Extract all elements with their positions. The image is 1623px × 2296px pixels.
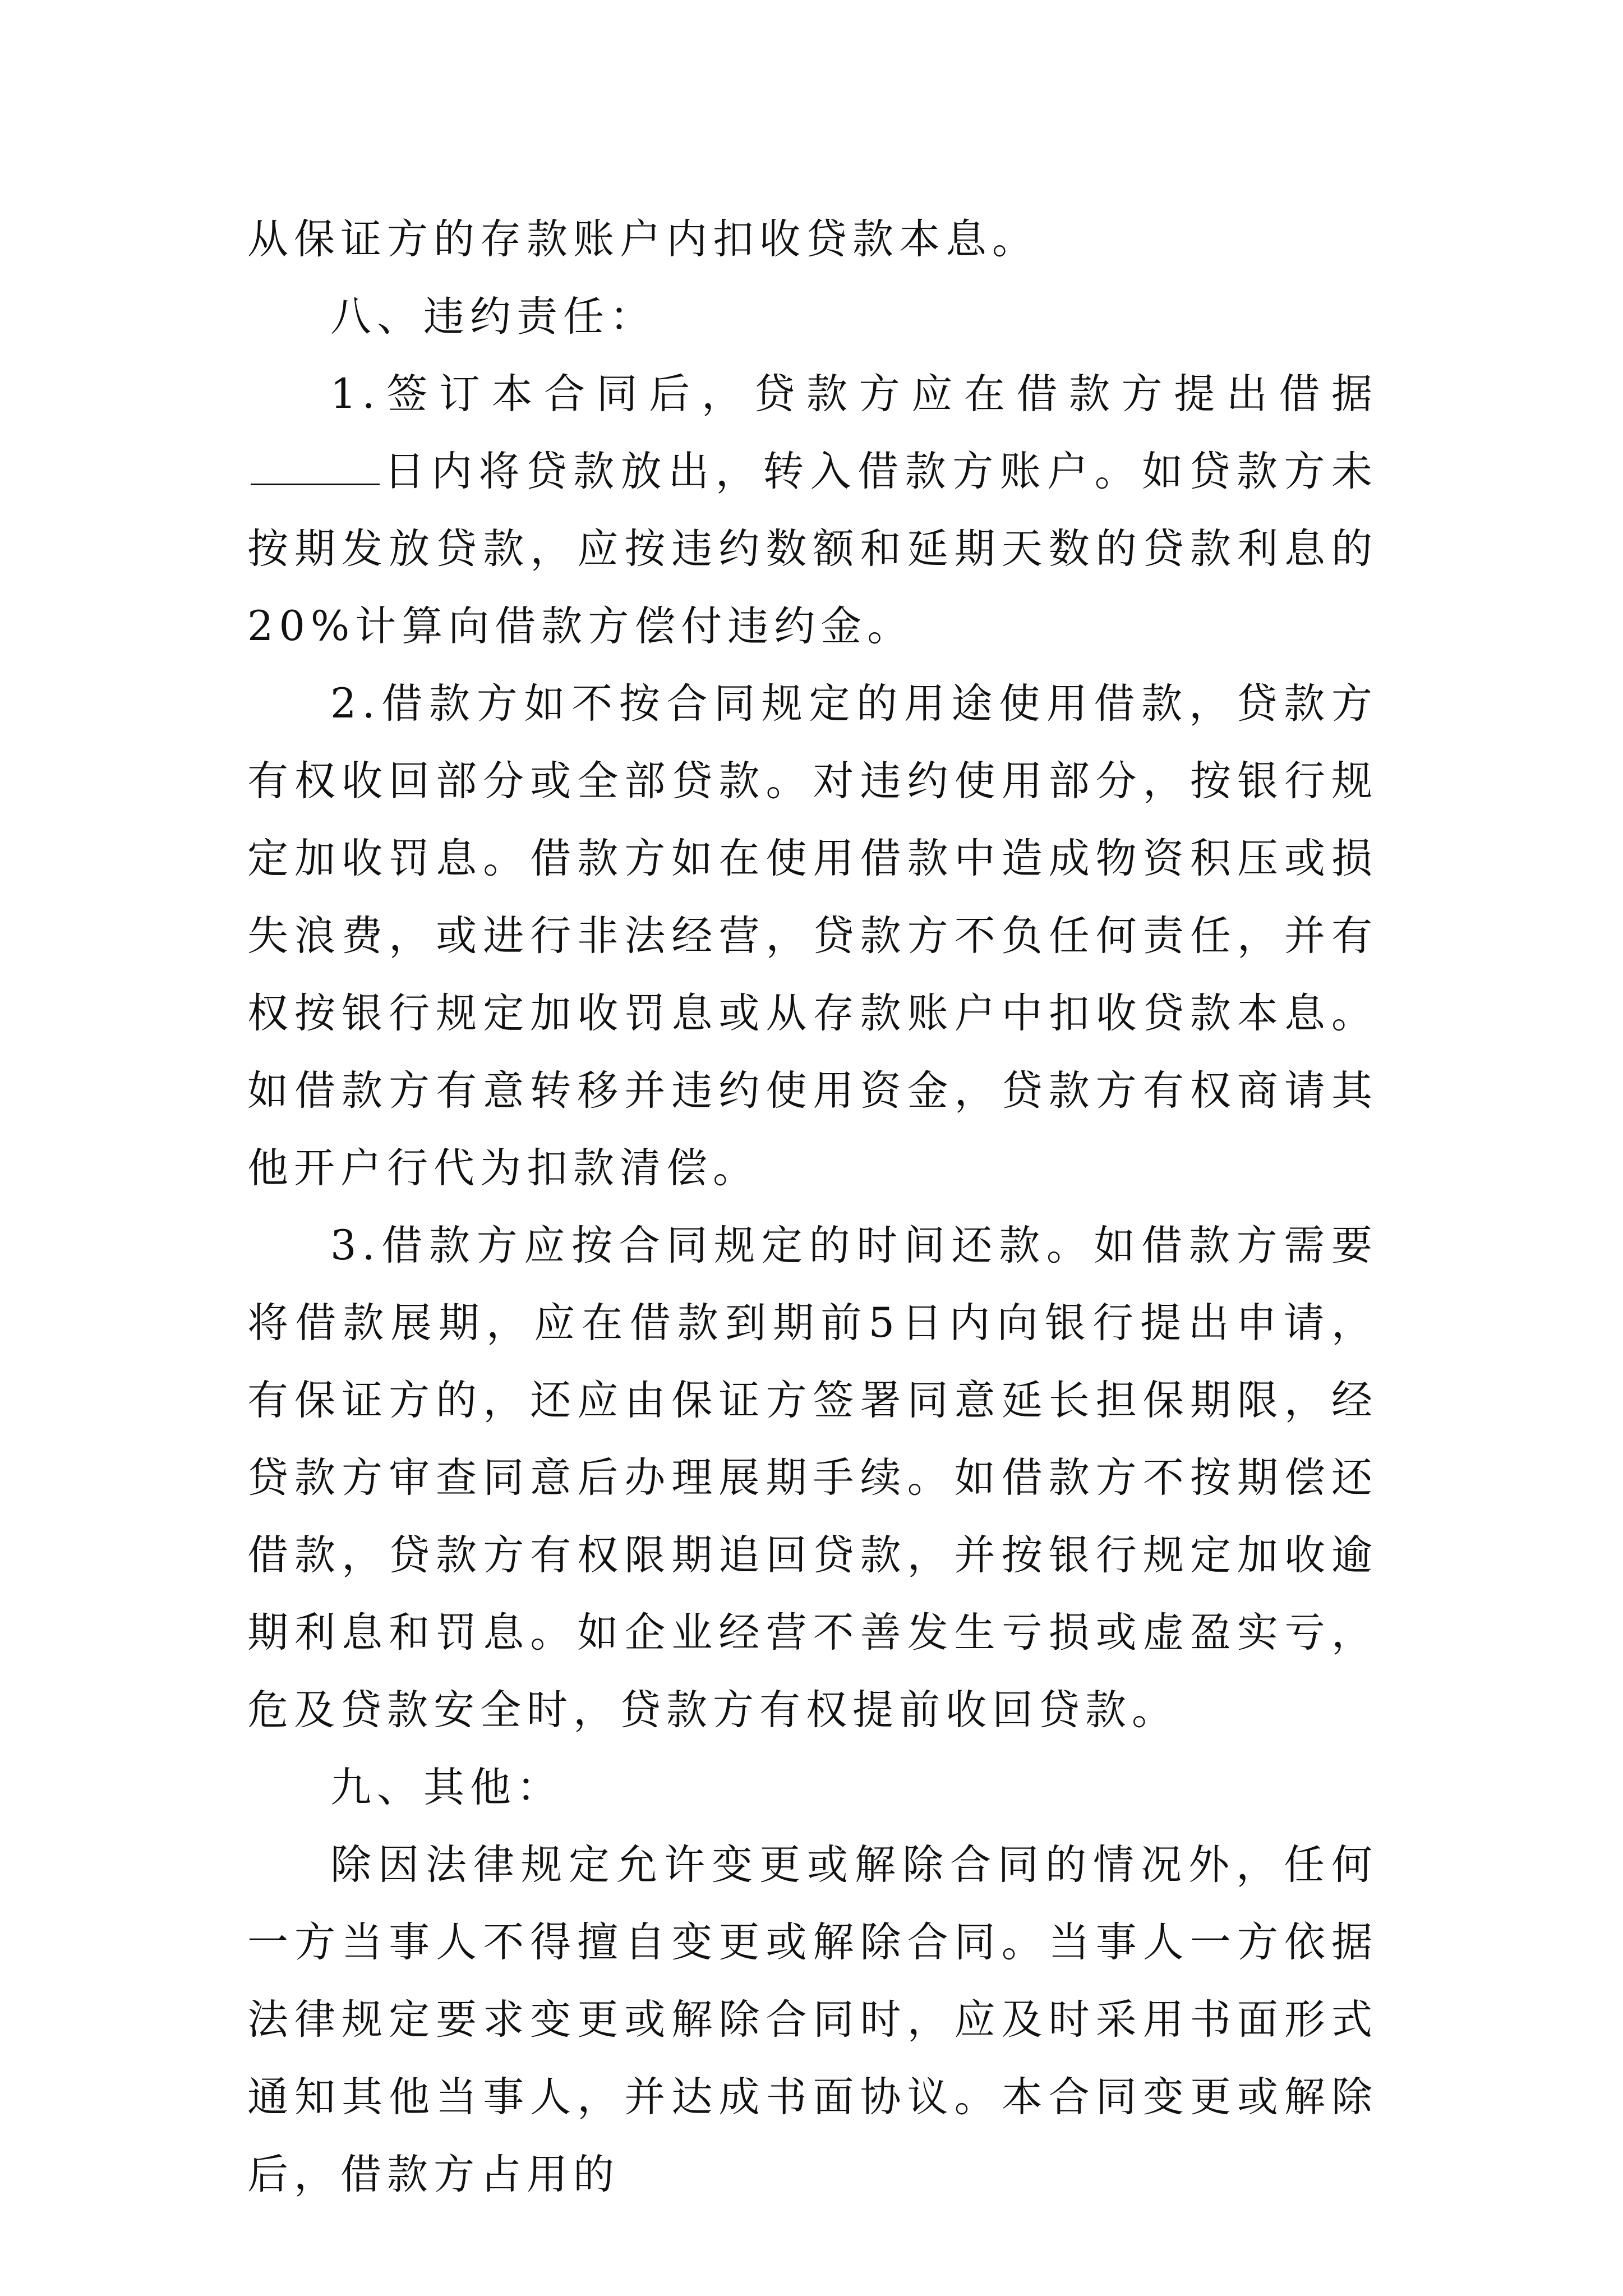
clause-1-text-end: 日内将贷款放出，转入借款方账户。如贷款方未按期发放贷款，应按违约数额和延期天数的贷款利息的20%计算向借款方偿付违约金。 bbox=[247, 448, 1378, 650]
clause-other-contract-change: 除因法律规定允许变更或解除合同的情况外，任何一方当事人不得擅自变更或解除合同。当事人一方依据法律规定要求变更或解除合同时，应及时采用书面形式通知其他当事人，并达成书面协议。本合同变更或解除后，借款方占用的 bbox=[247, 1841, 1378, 2198]
clause-3-repayment: 3.借款方应按合同规定的时间还款。如借款方需要将借款展期，应在借款到期前5日内向银行提出申请，有保证方的，还应由保证方签署同意延长担保期限，经贷款方审查同意后办理展期手续。如借款方不按期偿还借款，贷款方有权限期追回贷款，并按银行规定加收逾期利息和罚息。如企业经营不善发生亏损或虚盈实亏，危及贷款安全时，贷款方有权提前收回贷款。 bbox=[247, 1222, 1378, 1734]
paragraph-continuation: 从保证方的存款账户内扣收贷款本息。 bbox=[247, 215, 1039, 263]
clause-1-loan-disbursement bbox=[247, 356, 1378, 665]
contract-body bbox=[247, 201, 1378, 2214]
clause-2-loan-usage: 2.借款方如不按合同规定的用途使用借款，贷款方有权收回部分或全部贷款。对违约使用部分，按银行规定加收罚息。借款方如在使用借款中造成物资积压或损失浪费，或进行非法经营，贷款方不负任何责任，并有权按银行规定加收罚息或从存款账户中扣收贷款本息。如借款方有意转移并违约使用资金，贷款方有权商请其他开户行代为扣款清偿。 bbox=[247, 680, 1378, 1192]
section-heading-breach-liability: 八、违约责任： bbox=[330, 293, 656, 341]
section-heading-other: 九、其他： bbox=[330, 1764, 563, 1811]
blank-days-field bbox=[251, 450, 380, 485]
clause-1-text-start: 1.签订本合同后，贷款方应在借款方提出借据 bbox=[330, 370, 1378, 418]
